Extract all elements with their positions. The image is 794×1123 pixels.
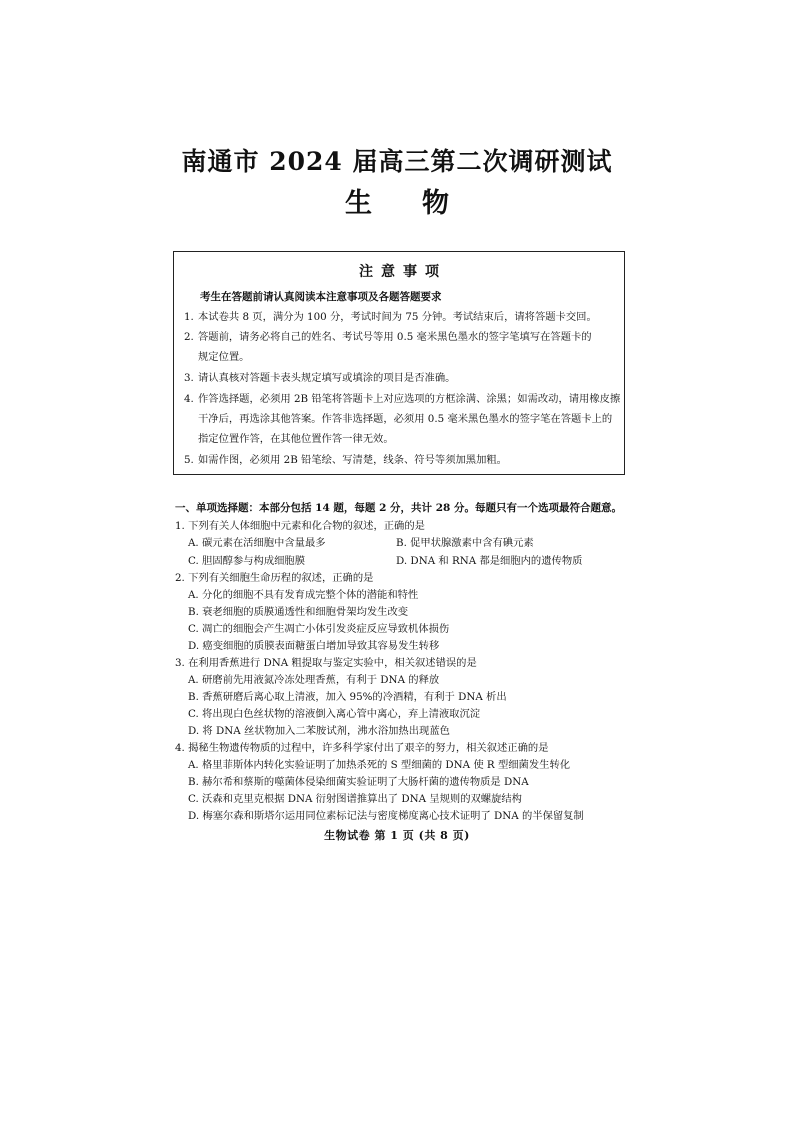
notice-item-number: 4. (184, 393, 194, 405)
question-option: D. 将 DNA 丝状物加入二苯胺试剂，沸水浴加热出现蓝色 (188, 725, 450, 737)
question-stem: 1. 下列有关人体细胞中元素和化合物的叙述，正确的是 (175, 520, 425, 532)
question-stem: 4. 揭秘生物遗传物质的过程中，许多科学家付出了艰辛的努力，相关叙述正确的是 (175, 742, 549, 754)
question-option: A. 格里菲斯体内转化实验证明了加热杀死的 S 型细菌的 DNA 使 R 型细菌发生转化 (188, 759, 571, 771)
subject-title: 生物 (345, 188, 499, 219)
notice-item-5 (184, 450, 616, 470)
question-option: D. DNA 和 RNA 都是细胞内的遗传物质 (396, 555, 583, 567)
notice-title: 注意事项 (359, 264, 447, 280)
notice-box (173, 251, 625, 475)
notice-item-2 (184, 327, 616, 367)
question-option: A. 研磨前先用液氮冷冻处理香蕉，有利于 DNA 的释放 (188, 674, 440, 686)
notice-item-text: 指定位置作答，在其他位置作答一律无效。 (198, 433, 394, 445)
notice-intro: 考生在答题前请认真阅读本注意事项及各题答题要求 (200, 291, 442, 303)
notice-item-1 (184, 307, 616, 327)
question-option: C. 沃森和克里克根据 DNA 衍射图谱推算出了 DNA 呈规则的双螺旋结构 (188, 793, 522, 805)
question-option: B. 衰老细胞的质膜通透性和细胞骨架均发生改变 (188, 606, 409, 618)
question-stem: 2. 下列有关细胞生命历程的叙述，正确的是 (175, 572, 374, 584)
section-header: 一、单项选择题：本部分包括 14 题，每题 2 分，共计 28 分。每题只有一个选项最符合题意。 (175, 502, 622, 514)
notice-item-4 (184, 389, 621, 449)
question-option: A. 碳元素在活细胞中含量最多 (188, 537, 326, 549)
notice-item-number: 5. (184, 454, 194, 466)
question-option: C. 凋亡的细胞会产生凋亡小体引发炎症反应导致机体损伤 (188, 623, 450, 635)
question-option: C. 将出现白色丝状物的溶液倒入离心管中离心，弃上清液取沉淀 (188, 708, 481, 720)
question-stem: 3. 在利用香蕉进行 DNA 粗提取与鉴定实验中，相关叙述错误的是 (175, 657, 477, 669)
question-option: D. 癌变细胞的质膜表面糖蛋白增加导致其容易发生转移 (188, 640, 440, 652)
question-option: B. 赫尔希和蔡斯的噬菌体侵染细菌实验证明了大肠杆菌的遗传物质是 DNA (188, 776, 529, 788)
question-option: C. 胆固醇参与构成细胞膜 (188, 555, 306, 567)
question-option: B. 促甲状腺激素中含有碘元素 (396, 537, 534, 549)
notice-item-text: 如需作图，必须用 2B 铅笔绘、写清楚，线条、符号等须加黑加粗。 (198, 454, 507, 466)
notice-item-text: 请认真核对答题卡表头规定填写或填涂的项目是否准确。 (198, 372, 456, 384)
exam-title: 南通市 2024 届高三第二次调研测试 (181, 147, 613, 176)
question-option: B. 香蕉研磨后离心取上清液，加入 95%的冷酒精，有利于 DNA 析出 (188, 691, 507, 703)
notice-item-3 (184, 368, 616, 388)
notice-item-number: 1. (184, 311, 194, 323)
notice-item-number: 3. (184, 372, 194, 384)
notice-item-text: 本试卷共 8 页，满分为 100 分，考试时间为 75 分钟。考试结束后，请将答题卡交回。 (198, 311, 597, 323)
notice-item-text: 规定位置。 (198, 351, 250, 363)
notice-item-number: 2. (184, 331, 194, 343)
notice-item-text: 干净后，再选涂其他答案。作答非选择题，必须用 0.5 毫米黑色墨水的签字笔在答题卡上的 (198, 413, 613, 425)
question-option: A. 分化的细胞不具有发育成完整个体的潜能和特性 (188, 589, 419, 601)
question-option: D. 梅塞尔森和斯塔尔运用同位素标记法与密度梯度离心技术证明了 DNA 的半保留复制 (188, 810, 584, 822)
page-footer: 生物试卷 第 1 页 (共 8 页) (324, 829, 470, 842)
notice-item-text: 答题前，请务必将自己的姓名、考试号等用 0.5 毫米黑色墨水的签字笔填写在答题卡的 (198, 331, 592, 343)
notice-item-text: 作答选择题，必须用 2B 铅笔将答题卡上对应选项的方框涂满、涂黑；如需改动，请用橡皮擦 (198, 393, 621, 405)
